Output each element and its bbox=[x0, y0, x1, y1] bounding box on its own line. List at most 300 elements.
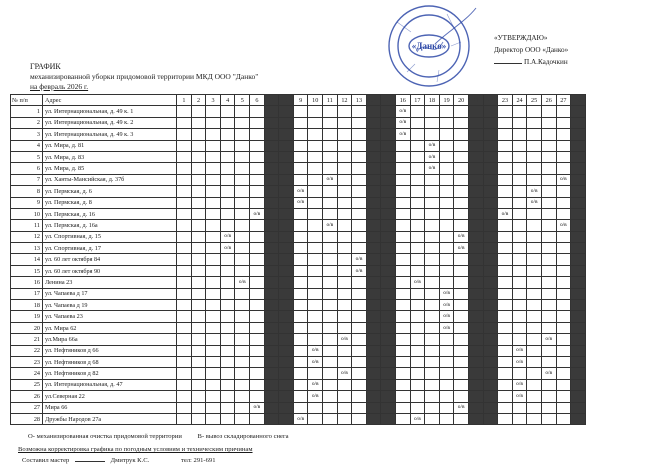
day-cell bbox=[425, 208, 440, 219]
day-cell bbox=[541, 413, 556, 424]
day-cell bbox=[468, 277, 483, 288]
day-cell bbox=[454, 277, 469, 288]
day-cell bbox=[279, 402, 294, 413]
header-day: 9 bbox=[293, 95, 308, 106]
day-cell bbox=[279, 208, 294, 219]
row-number: 1 bbox=[11, 106, 43, 117]
day-cell bbox=[293, 391, 308, 402]
day-cell bbox=[264, 265, 279, 276]
day-cell bbox=[556, 163, 571, 174]
day-cell bbox=[439, 117, 454, 128]
day-cell bbox=[410, 151, 425, 162]
day-cell bbox=[177, 140, 192, 151]
day-cell bbox=[425, 254, 440, 265]
day-cell bbox=[571, 140, 586, 151]
day-cell bbox=[323, 254, 338, 265]
day-cell bbox=[454, 413, 469, 424]
day-cell bbox=[279, 197, 294, 208]
day-cell bbox=[366, 231, 381, 242]
day-cell bbox=[410, 129, 425, 140]
day-cell bbox=[571, 265, 586, 276]
day-cell bbox=[220, 391, 235, 402]
day-cell bbox=[177, 117, 192, 128]
day-cell bbox=[512, 254, 527, 265]
header-day: 22 bbox=[483, 95, 498, 106]
day-cell bbox=[177, 345, 192, 356]
header-day: 7 bbox=[264, 95, 279, 106]
day-cell bbox=[279, 220, 294, 231]
day-cell bbox=[337, 288, 352, 299]
day-cell bbox=[527, 265, 542, 276]
day-cell bbox=[337, 402, 352, 413]
day-cell bbox=[527, 345, 542, 356]
day-cell bbox=[308, 277, 323, 288]
row-number: 28 bbox=[11, 413, 43, 424]
day-cell bbox=[206, 243, 221, 254]
day-cell bbox=[541, 208, 556, 219]
day-cell bbox=[191, 300, 206, 311]
day-cell bbox=[352, 117, 367, 128]
day-cell bbox=[571, 197, 586, 208]
day-cell bbox=[396, 288, 411, 299]
day-cell bbox=[337, 220, 352, 231]
table-row bbox=[11, 186, 586, 197]
day-cell bbox=[527, 129, 542, 140]
row-number: 15 bbox=[11, 265, 43, 276]
day-cell bbox=[250, 356, 265, 367]
day-cell bbox=[410, 117, 425, 128]
day-cell bbox=[235, 254, 250, 265]
day-cell bbox=[337, 106, 352, 117]
day-cell bbox=[264, 391, 279, 402]
day-cell: о/в bbox=[425, 140, 440, 151]
day-cell bbox=[293, 356, 308, 367]
day-cell bbox=[381, 402, 396, 413]
day-cell bbox=[439, 106, 454, 117]
day-cell bbox=[206, 368, 221, 379]
day-cell bbox=[410, 379, 425, 390]
table-row bbox=[11, 140, 586, 151]
day-cell bbox=[293, 151, 308, 162]
day-cell bbox=[556, 356, 571, 367]
day-cell bbox=[177, 129, 192, 140]
day-cell bbox=[556, 322, 571, 333]
day-cell: о/в bbox=[512, 356, 527, 367]
day-cell bbox=[293, 322, 308, 333]
day-cell bbox=[541, 322, 556, 333]
day-cell bbox=[512, 208, 527, 219]
day-cell bbox=[308, 265, 323, 276]
day-cell bbox=[308, 220, 323, 231]
day-cell bbox=[498, 391, 513, 402]
day-cell bbox=[571, 356, 586, 367]
day-cell bbox=[571, 413, 586, 424]
day-cell bbox=[571, 106, 586, 117]
day-cell bbox=[381, 334, 396, 345]
day-cell bbox=[308, 254, 323, 265]
day-cell bbox=[352, 151, 367, 162]
day-cell bbox=[483, 379, 498, 390]
day-cell bbox=[425, 402, 440, 413]
day-cell bbox=[468, 231, 483, 242]
row-address: ул. Нефтяников д 82 bbox=[43, 368, 177, 379]
day-cell bbox=[527, 231, 542, 242]
row-number: 14 bbox=[11, 254, 43, 265]
day-cell bbox=[468, 243, 483, 254]
day-cell bbox=[177, 243, 192, 254]
day-cell bbox=[468, 379, 483, 390]
day-cell bbox=[220, 277, 235, 288]
day-cell bbox=[177, 300, 192, 311]
day-cell bbox=[468, 140, 483, 151]
day-cell bbox=[571, 174, 586, 185]
header-day: 27 bbox=[556, 95, 571, 106]
day-cell bbox=[366, 163, 381, 174]
day-cell bbox=[498, 322, 513, 333]
day-cell bbox=[527, 311, 542, 322]
day-cell bbox=[191, 402, 206, 413]
day-cell bbox=[425, 391, 440, 402]
day-cell bbox=[366, 243, 381, 254]
header-day: 10 bbox=[308, 95, 323, 106]
day-cell bbox=[396, 220, 411, 231]
day-cell bbox=[454, 254, 469, 265]
day-cell bbox=[264, 379, 279, 390]
day-cell bbox=[323, 151, 338, 162]
day-cell bbox=[279, 163, 294, 174]
day-cell bbox=[323, 322, 338, 333]
day-cell bbox=[191, 265, 206, 276]
table-row bbox=[11, 413, 586, 424]
day-cell: о/в bbox=[454, 402, 469, 413]
legend-o: О- механизированная очистка придомовой территории bbox=[28, 433, 182, 440]
day-cell bbox=[206, 208, 221, 219]
composed-by bbox=[22, 457, 216, 464]
day-cell bbox=[483, 151, 498, 162]
day-cell bbox=[571, 288, 586, 299]
day-cell bbox=[512, 151, 527, 162]
day-cell bbox=[454, 163, 469, 174]
day-cell: о/в bbox=[250, 402, 265, 413]
day-cell bbox=[177, 334, 192, 345]
day-cell bbox=[264, 356, 279, 367]
day-cell bbox=[206, 163, 221, 174]
table-row bbox=[11, 117, 586, 128]
day-cell bbox=[264, 106, 279, 117]
day-cell bbox=[512, 220, 527, 231]
day-cell bbox=[279, 117, 294, 128]
row-number: 12 bbox=[11, 231, 43, 242]
day-cell bbox=[498, 243, 513, 254]
day-cell bbox=[279, 106, 294, 117]
day-cell bbox=[410, 265, 425, 276]
row-address: ул. Интернациональная, д. 49 к. 1 bbox=[43, 106, 177, 117]
day-cell bbox=[220, 345, 235, 356]
day-cell bbox=[308, 231, 323, 242]
day-cell bbox=[571, 391, 586, 402]
day-cell bbox=[352, 345, 367, 356]
day-cell bbox=[177, 265, 192, 276]
day-cell bbox=[571, 368, 586, 379]
day-cell bbox=[293, 106, 308, 117]
day-cell bbox=[308, 208, 323, 219]
day-cell bbox=[323, 243, 338, 254]
day-cell bbox=[483, 254, 498, 265]
day-cell bbox=[323, 334, 338, 345]
day-cell bbox=[323, 265, 338, 276]
day-cell bbox=[293, 163, 308, 174]
day-cell bbox=[206, 106, 221, 117]
row-address: ул. Интернациональная, д. 49 к. 3 bbox=[43, 129, 177, 140]
day-cell: о/в bbox=[541, 334, 556, 345]
day-cell bbox=[323, 311, 338, 322]
day-cell bbox=[483, 243, 498, 254]
day-cell bbox=[206, 334, 221, 345]
day-cell bbox=[337, 379, 352, 390]
day-cell bbox=[191, 413, 206, 424]
day-cell bbox=[366, 391, 381, 402]
day-cell bbox=[308, 129, 323, 140]
day-cell bbox=[308, 300, 323, 311]
day-cell bbox=[468, 129, 483, 140]
schedule-table bbox=[10, 94, 586, 425]
header-day: 3 bbox=[206, 95, 221, 106]
row-address: ул. Ханты-Мансийская, д. 37б bbox=[43, 174, 177, 185]
day-cell bbox=[483, 311, 498, 322]
day-cell bbox=[220, 311, 235, 322]
day-cell bbox=[220, 151, 235, 162]
day-cell bbox=[468, 356, 483, 367]
row-number: 11 bbox=[11, 220, 43, 231]
day-cell bbox=[556, 151, 571, 162]
day-cell bbox=[439, 334, 454, 345]
day-cell bbox=[439, 243, 454, 254]
day-cell bbox=[323, 413, 338, 424]
day-cell bbox=[308, 402, 323, 413]
day-cell bbox=[483, 368, 498, 379]
day-cell bbox=[264, 288, 279, 299]
day-cell bbox=[206, 402, 221, 413]
day-cell bbox=[454, 311, 469, 322]
day-cell bbox=[220, 379, 235, 390]
day-cell bbox=[527, 379, 542, 390]
day-cell bbox=[381, 129, 396, 140]
day-cell bbox=[250, 265, 265, 276]
day-cell bbox=[381, 265, 396, 276]
row-address: ул.Мира 66а bbox=[43, 334, 177, 345]
row-number: 16 bbox=[11, 277, 43, 288]
day-cell bbox=[512, 334, 527, 345]
day-cell bbox=[250, 140, 265, 151]
day-cell: о/в bbox=[308, 391, 323, 402]
day-cell bbox=[498, 117, 513, 128]
day-cell bbox=[468, 151, 483, 162]
day-cell bbox=[337, 174, 352, 185]
day-cell bbox=[366, 151, 381, 162]
day-cell bbox=[206, 345, 221, 356]
day-cell bbox=[191, 220, 206, 231]
day-cell bbox=[556, 186, 571, 197]
day-cell bbox=[264, 254, 279, 265]
day-cell bbox=[264, 163, 279, 174]
day-cell bbox=[366, 379, 381, 390]
day-cell bbox=[250, 391, 265, 402]
day-cell bbox=[439, 140, 454, 151]
day-cell bbox=[279, 265, 294, 276]
day-cell bbox=[483, 163, 498, 174]
row-address: ул. Спортивная, д. 17 bbox=[43, 243, 177, 254]
day-cell bbox=[279, 129, 294, 140]
day-cell: о/в bbox=[512, 379, 527, 390]
day-cell bbox=[220, 197, 235, 208]
day-cell bbox=[498, 334, 513, 345]
day-cell bbox=[381, 277, 396, 288]
day-cell bbox=[366, 356, 381, 367]
row-address: ул. Интернациональная, д. 47 bbox=[43, 379, 177, 390]
day-cell bbox=[337, 186, 352, 197]
day-cell bbox=[235, 117, 250, 128]
day-cell bbox=[410, 208, 425, 219]
day-cell bbox=[206, 151, 221, 162]
day-cell bbox=[308, 368, 323, 379]
day-cell bbox=[541, 300, 556, 311]
day-cell bbox=[439, 402, 454, 413]
day-cell bbox=[396, 345, 411, 356]
row-number: 27 bbox=[11, 402, 43, 413]
day-cell bbox=[454, 129, 469, 140]
day-cell bbox=[571, 322, 586, 333]
day-cell bbox=[439, 129, 454, 140]
day-cell bbox=[425, 106, 440, 117]
day-cell: о/в bbox=[293, 197, 308, 208]
day-cell bbox=[191, 129, 206, 140]
table-row bbox=[11, 391, 586, 402]
day-cell bbox=[279, 288, 294, 299]
day-cell bbox=[235, 368, 250, 379]
day-cell bbox=[483, 265, 498, 276]
day-cell bbox=[250, 345, 265, 356]
day-cell: о/в bbox=[308, 345, 323, 356]
day-cell bbox=[323, 129, 338, 140]
header-day: 6 bbox=[250, 95, 265, 106]
row-number: 5 bbox=[11, 151, 43, 162]
header-day: 4 bbox=[220, 95, 235, 106]
day-cell bbox=[191, 368, 206, 379]
day-cell bbox=[468, 117, 483, 128]
day-cell bbox=[454, 265, 469, 276]
day-cell bbox=[293, 208, 308, 219]
day-cell bbox=[191, 288, 206, 299]
day-cell bbox=[366, 140, 381, 151]
day-cell bbox=[512, 243, 527, 254]
day-cell bbox=[177, 288, 192, 299]
day-cell bbox=[220, 129, 235, 140]
day-cell bbox=[498, 163, 513, 174]
header-day: 26 bbox=[541, 95, 556, 106]
day-cell bbox=[293, 379, 308, 390]
day-cell bbox=[498, 254, 513, 265]
signature-line bbox=[494, 63, 522, 64]
day-cell bbox=[264, 186, 279, 197]
day-cell bbox=[439, 356, 454, 367]
day-cell bbox=[250, 163, 265, 174]
day-cell bbox=[206, 174, 221, 185]
day-cell bbox=[527, 243, 542, 254]
day-cell bbox=[410, 402, 425, 413]
day-cell bbox=[352, 277, 367, 288]
day-cell: о/в bbox=[439, 300, 454, 311]
day-cell bbox=[352, 413, 367, 424]
day-cell bbox=[206, 129, 221, 140]
day-cell bbox=[483, 391, 498, 402]
day-cell bbox=[571, 208, 586, 219]
day-cell bbox=[381, 391, 396, 402]
day-cell bbox=[235, 300, 250, 311]
day-cell bbox=[191, 311, 206, 322]
day-cell bbox=[381, 174, 396, 185]
day-cell bbox=[250, 368, 265, 379]
day-cell bbox=[527, 356, 542, 367]
day-cell bbox=[337, 163, 352, 174]
day-cell: о/в bbox=[352, 254, 367, 265]
day-cell bbox=[352, 174, 367, 185]
day-cell bbox=[220, 265, 235, 276]
day-cell bbox=[381, 311, 396, 322]
row-number: 3 bbox=[11, 129, 43, 140]
day-cell bbox=[541, 106, 556, 117]
day-cell bbox=[571, 163, 586, 174]
day-cell bbox=[366, 311, 381, 322]
header-day: 11 bbox=[323, 95, 338, 106]
day-cell bbox=[279, 231, 294, 242]
day-cell bbox=[396, 197, 411, 208]
day-cell bbox=[206, 197, 221, 208]
legend bbox=[28, 433, 289, 440]
day-cell bbox=[468, 288, 483, 299]
day-cell bbox=[396, 277, 411, 288]
day-cell bbox=[177, 186, 192, 197]
row-number: 8 bbox=[11, 186, 43, 197]
day-cell bbox=[439, 231, 454, 242]
row-number: 13 bbox=[11, 243, 43, 254]
day-cell bbox=[206, 231, 221, 242]
table-row bbox=[11, 288, 586, 299]
day-cell bbox=[264, 368, 279, 379]
day-cell bbox=[571, 254, 586, 265]
day-cell: о/в bbox=[396, 129, 411, 140]
day-cell bbox=[177, 356, 192, 367]
day-cell bbox=[468, 311, 483, 322]
day-cell bbox=[308, 186, 323, 197]
day-cell bbox=[425, 174, 440, 185]
day-cell bbox=[235, 288, 250, 299]
day-cell bbox=[308, 413, 323, 424]
day-cell bbox=[498, 402, 513, 413]
day-cell bbox=[512, 265, 527, 276]
day-cell bbox=[556, 368, 571, 379]
day-cell bbox=[337, 140, 352, 151]
row-address: Ленина 23 bbox=[43, 277, 177, 288]
day-cell bbox=[498, 379, 513, 390]
day-cell bbox=[410, 288, 425, 299]
day-cell bbox=[498, 220, 513, 231]
day-cell bbox=[191, 163, 206, 174]
day-cell bbox=[541, 254, 556, 265]
day-cell: о/в bbox=[250, 208, 265, 219]
day-cell: о/в bbox=[527, 197, 542, 208]
day-cell bbox=[352, 208, 367, 219]
day-cell: о/в bbox=[439, 322, 454, 333]
